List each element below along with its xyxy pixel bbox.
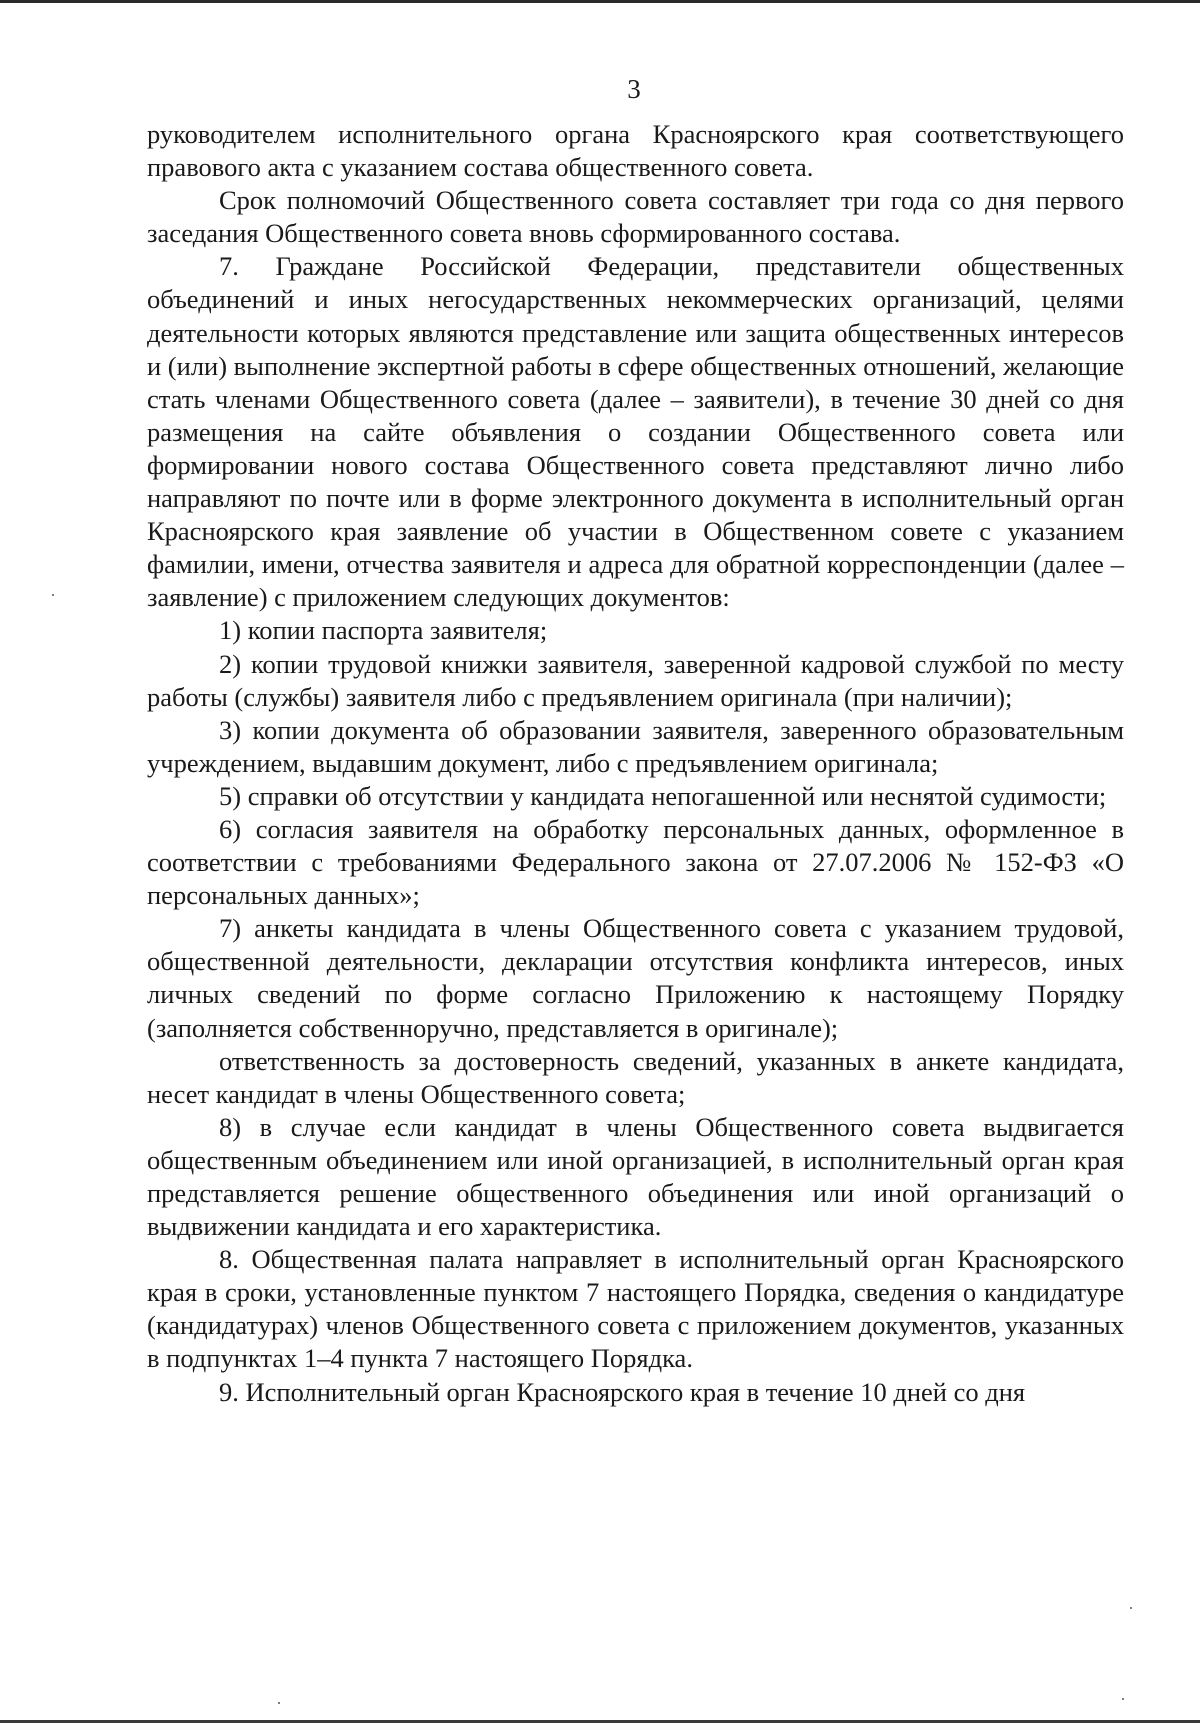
list-item: 2) копии трудовой книжки заявителя, заверенной кадровой службой по месту работы (службы) заявителя либо с предъявлением оригинала (при наличии); bbox=[147, 648, 1124, 712]
paragraph: Срок полномочий Общественного совета составляет три года со дня первого заседания Общественного совета вновь сформированного состава. bbox=[147, 185, 1124, 249]
paragraph: 8. Общественная палата направляет в исполнительный орган Красноярского края в сроки, установленные пунктом 7 настоящего Порядка, сведения о кандидатуре (кандидатурах) членов Общественного совета с приложением документов, указанных в подпунктах 1–4 пункта 7 настоящего Порядка. bbox=[147, 1244, 1124, 1374]
list-item: 7) анкеты кандидата в члены Общественного совета с указанием трудовой, общественной деятельности, декларации отсутствия конфликта интересов, иных личных сведений по форме согласно Приложению к настоящему Порядку (заполняется собственноручно, представляется в оригинале); bbox=[147, 913, 1124, 1043]
scan-speck bbox=[1122, 1698, 1124, 1700]
list-item: 6) согласия заявителя на обработку персональных данных, оформленное в соответствии с требованиями Федерального закона от 27.07.2006 № 152-ФЗ «О персональных данных»; bbox=[147, 813, 1124, 911]
scan-speck bbox=[278, 1702, 280, 1704]
scan-edge-top bbox=[0, 0, 1200, 3]
list-item: 3) копии документа об образовании заявителя, заверенного образовательным учреждением, выдавшим документ, либо с предъявлением оригинала; bbox=[147, 714, 1124, 778]
page-number: 3 bbox=[627, 74, 641, 104]
list-item: 5) справки об отсутствии у кандидата непогашенной или неснятой судимости; bbox=[219, 780, 1107, 811]
paragraph: 7. Граждане Российской Федерации, представители общественных объединений и иных негосударственных некоммерческих организаций, целями деятельности которых являются представление или защита общественных интересов и (или) выполнение экспертной работы в сфере общественных отношений, желающие стать членами Общественного совета (далее – заявители), в течение 30 дней со дня размещения на сайте объявления о создании Общественного совета или формировании нового состава Общественного совета представляют лично либо направляют по почте или в форме электронного документа в исполнительный орган Красноярского края заявление об участии в Общественном совете с указанием фамилии, имени, отчества заявителя и адреса для обратной корреспонденции (далее – заявление) с приложением следующих документов: bbox=[147, 251, 1124, 613]
scan-speck bbox=[52, 594, 54, 596]
list-item: 1) копии паспорта заявителя; bbox=[219, 615, 548, 646]
list-item: 8) в случае если кандидат в члены Общественного совета выдвигается общественным объединением или иной организацией, в исполнительный орган края представляется решение общественного объединения или иной организаций о выдвижении кандидата и его характеристика. bbox=[147, 1111, 1124, 1242]
document-body bbox=[147, 118, 1124, 1409]
paragraph: руководителем исполнительного органа Красноярского края соответствующего правового акта с указанием состава общественного совета. bbox=[147, 119, 1124, 183]
scan-speck bbox=[1130, 1607, 1132, 1609]
paragraph: ответственность за достоверность сведений, указанных в анкете кандидата, несет кандидат в члены Общественного совета; bbox=[147, 1045, 1124, 1109]
paragraph: 9. Исполнительный орган Красноярского края в течение 10 дней со дня bbox=[219, 1376, 1026, 1407]
